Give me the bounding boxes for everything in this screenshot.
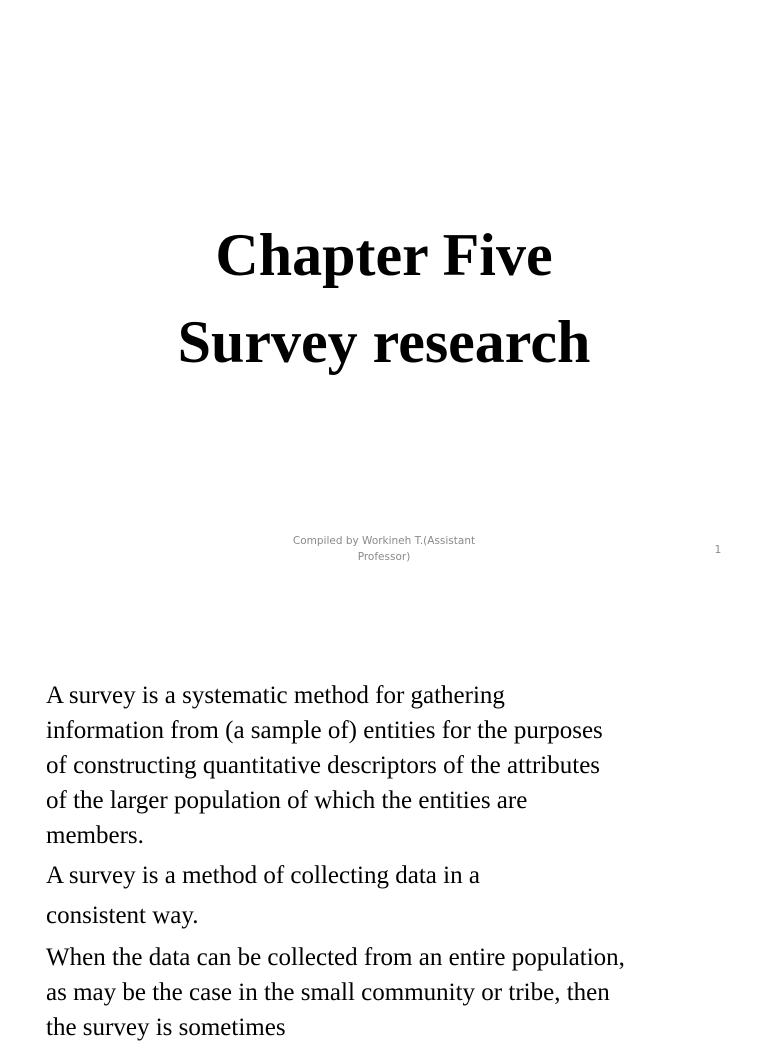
text-line: A survey is a systematic method for gathering xyxy=(46,682,505,709)
paragraph-survey-definition xyxy=(46,678,736,853)
text-line: as may be the case in the small community or tribe, then xyxy=(46,979,610,1006)
text-line: consistent way. xyxy=(46,902,199,929)
slide-title xyxy=(0,212,768,386)
paragraph-survey-method xyxy=(46,858,736,933)
text-line: the survey is sometimes xyxy=(46,1014,286,1041)
text-line: members. xyxy=(46,822,144,849)
paragraph-entire-population xyxy=(46,940,736,1045)
footer-line: Compiled by Workineh T.(Assistant xyxy=(292,535,476,547)
text-line: of constructing quantitative descriptors of the attributes xyxy=(46,752,601,779)
text-line: When the data can be collected from an entire population, xyxy=(46,944,625,971)
text-line: A survey is a method of collecting data in a xyxy=(46,862,480,889)
page-number: 1 xyxy=(714,544,722,556)
footer-line: Professor) xyxy=(357,551,411,563)
slide-title-line-topic: Survey research xyxy=(177,309,591,375)
text-line: of the larger population of which the entities are xyxy=(46,787,528,814)
slide-footer-author xyxy=(264,533,504,565)
text-line: information from (a sample of) entities for the purposes xyxy=(46,717,603,744)
slide-title-line-chapter: Chapter Five xyxy=(215,222,553,288)
